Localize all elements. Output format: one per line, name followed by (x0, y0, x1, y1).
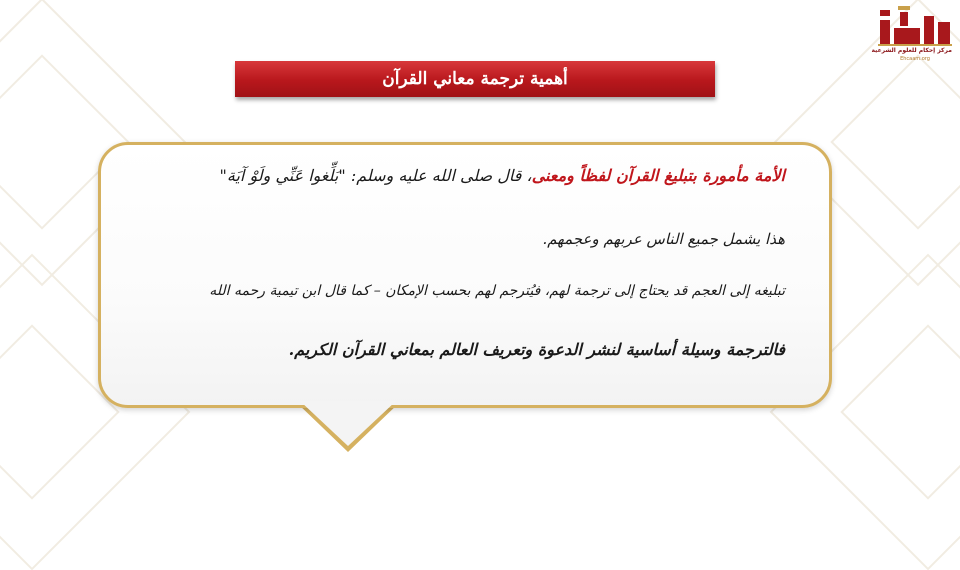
page-title: أهمية ترجمة معاني القرآن (235, 61, 715, 97)
content-line-4: فالترجمة وسيلة أساسية لنشر الدعوة وتعريف العالم بمعاني القرآن الكريم. (288, 340, 785, 359)
content-line-1 (220, 166, 785, 185)
emphasis-text: الأمة مأمورة بتبليغ القرآن لفظاً ومعنى (531, 166, 785, 185)
quote-text: ، قال صلى الله عليه وسلم: "بَلِّغوا عَنِّي ولَوْ آيَة" (219, 166, 532, 185)
logo (871, 6, 956, 64)
logo-subtitle: Ehcaam.org (900, 56, 930, 62)
content-line-2: هذا يشمل جميع الناس عربهم وعجمهم. (542, 230, 785, 248)
logo-title: مركز إحكام للعلوم الشرعية (871, 47, 952, 54)
content-line-3: تبليغه إلى العجم قد يحتاج إلى ترجمة لهم، فيُترجم لهم بحسب الإمكان – كما قال ابن تيمية رحمه الله (209, 283, 785, 299)
card-tail (300, 401, 396, 446)
logo-mark-icon (878, 6, 952, 46)
